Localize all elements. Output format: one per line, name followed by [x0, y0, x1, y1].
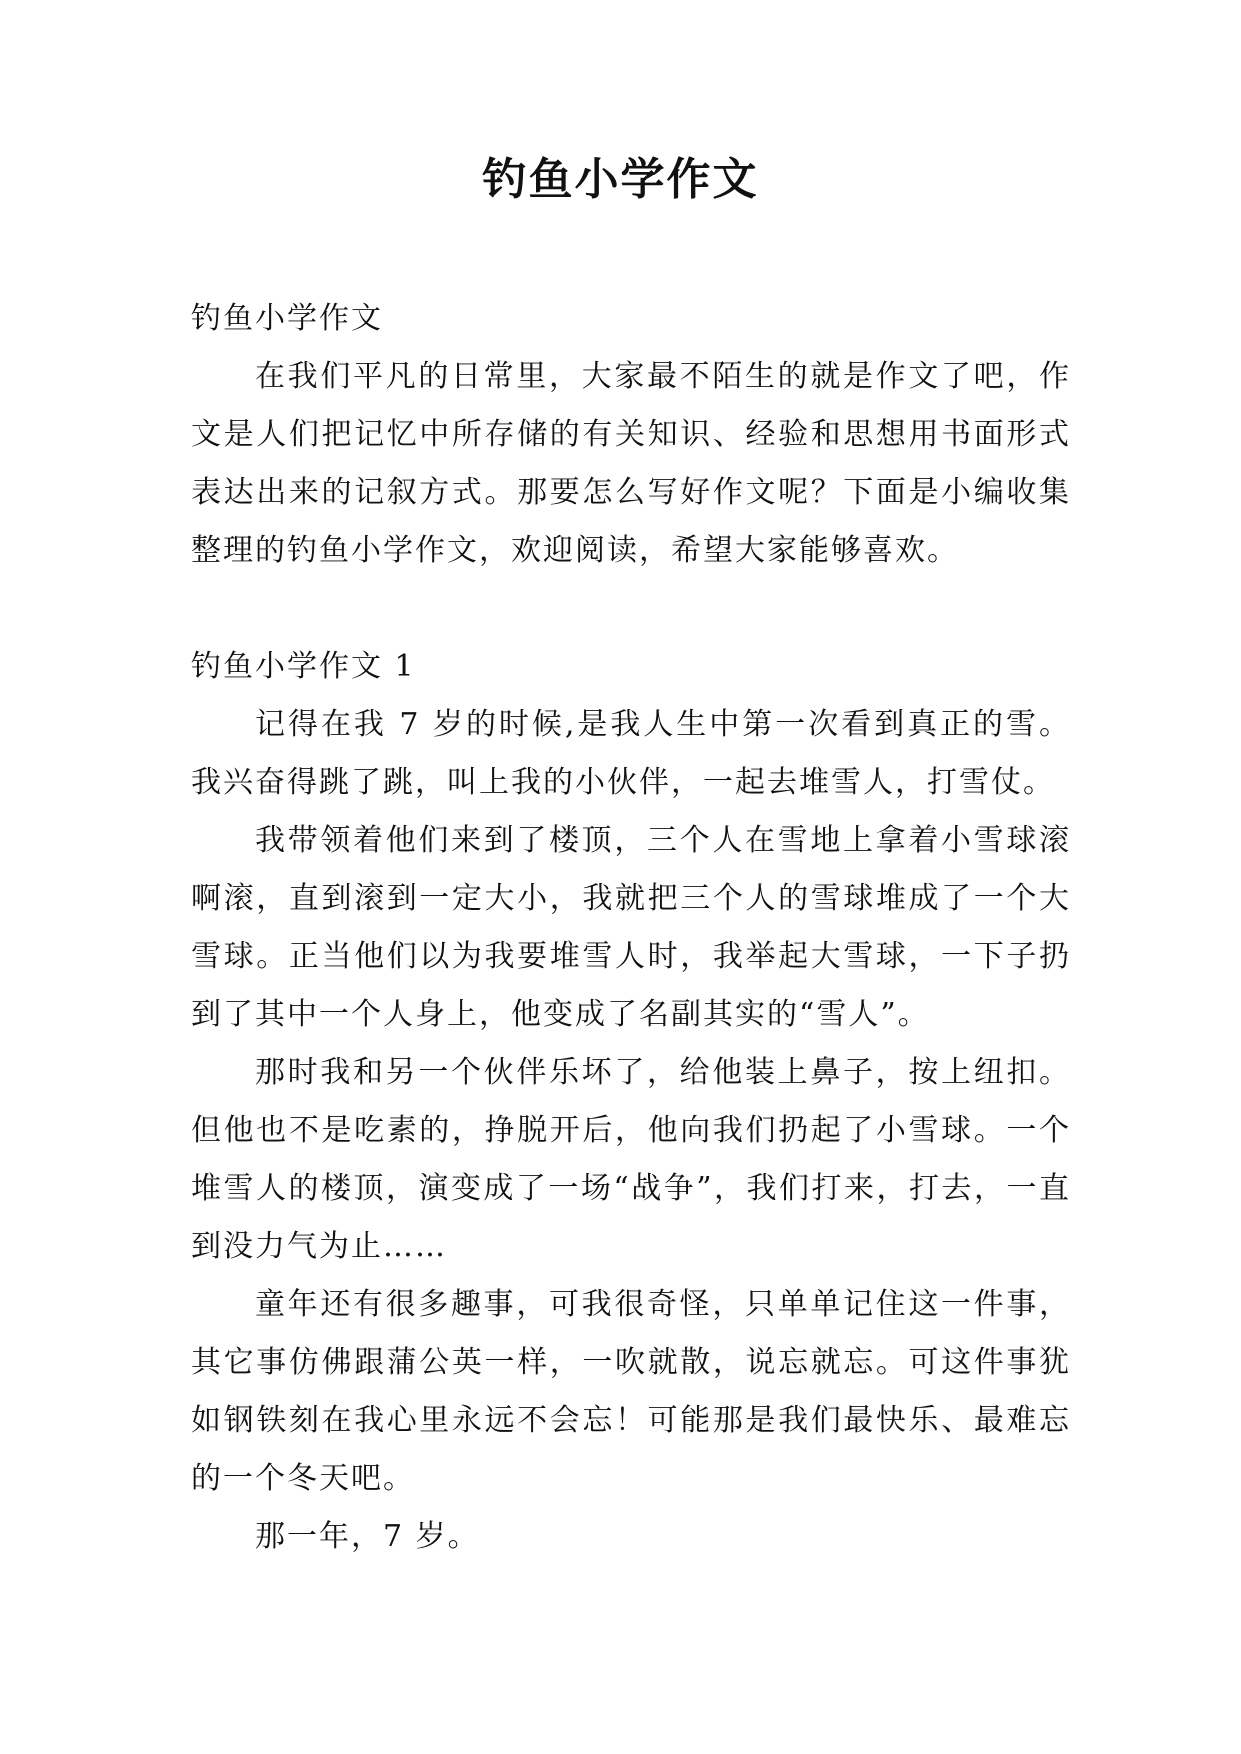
body-paragraph: 那一年，7 岁。: [255, 1519, 480, 1554]
document-body: [191, 290, 1071, 1566]
section-heading: 钓鱼小学作文 1: [191, 649, 416, 684]
body-paragraph: 童年还有很多趣事，可我很奇怪，只单单记住这一件事，其它事仿佛跟蒲公英一样，一吹就散，说忘就忘。可这件事犹如钢铁刻在我心里永远不会忘！可能那是我们最快乐、最难忘的一个冬天吧。: [191, 1287, 1071, 1496]
body-paragraph: 我带领着他们来到了楼顶，三个人在雪地上拿着小雪球滚啊滚，直到滚到一定大小，我就把三个人的雪球堆成了一个大雪球。正当他们以为我要堆雪人时，我举起大雪球，一下子扔到了其中一个人身上，他变成了名副其实的“雪人”。: [191, 823, 1071, 1032]
intro-heading: 钓鱼小学作文: [191, 301, 383, 336]
body-paragraph: 记得在我 7 岁的时候,是我人生中第一次看到真正的雪。我兴奋得跳了跳，叫上我的小伙伴，一起去堆雪人，打雪仗。: [191, 707, 1071, 800]
document-title: 钓鱼小学作文: [482, 154, 759, 205]
intro-paragraph: 在我们平凡的日常里，大家最不陌生的就是作文了吧，作文是人们把记忆中所存储的有关知识、经验和思想用书面形式表达出来的记叙方式。那要怎么写好作文呢？下面是小编收集整理的钓鱼小学作文，欢迎阅读，希望大家能够喜欢。: [191, 359, 1071, 568]
body-paragraph: 那时我和另一个伙伴乐坏了，给他装上鼻子，按上纽扣。但他也不是吃素的，挣脱开后，他向我们扔起了小雪球。一个堆雪人的楼顶，演变成了一场“战争”，我们打来，打去，一直到没力气为止……: [191, 1055, 1071, 1264]
